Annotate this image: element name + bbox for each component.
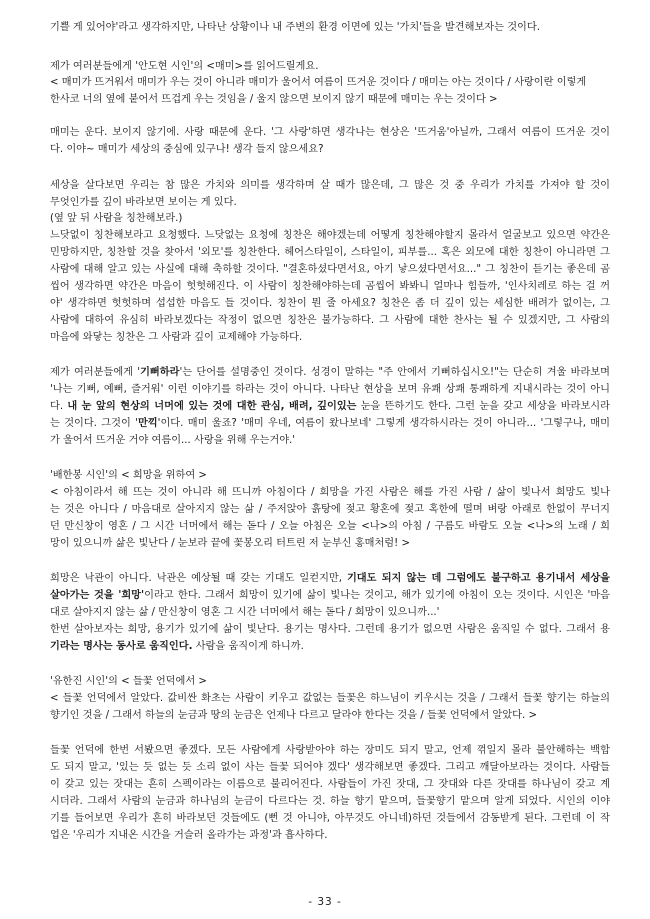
- text-line: (옆 앞 뒤 사람을 칭찬해보라.): [50, 213, 183, 224]
- text-line: 제가 여러분들에게 '기뻐하라'는 단어를 설명중인 것이다. 성경이 말하는 "주 안에서 기뻐하십시오!"는 단순히 겨울 바라보며: [50, 367, 610, 378]
- text-line: 씹어 생각하면 약간은 마음이 헛헛해진다. 이 사람이 칭찬해야하는데 곰씹어 봐봐니 얼마나 힘들까, '인사치레로 하는 걸 꺼: [50, 281, 610, 292]
- text-line: 세상을 살다보면 우리는 참 많은 가치와 의미를 생각하며 살 때가 많은데, 그 많은 것 중 우리가 가치를 가져야 할 것이: [50, 180, 610, 191]
- text-line: '배한봉 시인'의 < 희망을 위하여 >: [50, 470, 207, 481]
- text-line: 는 것이다. 그것이 '만끽'이다. 매미 울죠? '매미 우네, 여름이 왔나보네' 그렇게 생각하시라는 것이 아니라... '그렇구나, 매미: [50, 418, 610, 429]
- text-line: 살아가는 것을 '희망'이라고 한다. 그래서 희망이 있기에 삶이 빛나는 것이고, 해가 있기에 아침이 오는 것이다. 시인은 '마음: [50, 590, 610, 601]
- text-line: < 들꽃 언덕에서 알았다. 값비싼 화초는 사람이 키우고 값없는 들꽃은 하느님이 키우시는 것을 / 그래서 들꽃 향기는 하늘의: [50, 693, 610, 704]
- text-line: < 매미가 뜨거워서 매미가 우는 것이 아니라 매미가 울어서 여름이 뜨거운 것이다 / 매미는 아는 것이다 / 사랑이란 이렇게: [50, 77, 587, 88]
- text-line: '나는 기뻐, 예뻐, 즐거워' 이런 이야기를 하라는 것이 아니다. 나타난 현상을 보며 유쾌 상쾌 통쾌하게 지내시라는 것이 아니: [50, 384, 610, 395]
- text-line: 한사코 너의 옆에 붙어서 뜨겁게 우는 것임을 / 울지 않으면 보이지 않기 때문에 매미는 우는 것이다 >: [50, 94, 498, 105]
- text-line: 다. 이야~ 매미가 세상의 중심에 있구나! 생각 들지 않으세요?: [50, 144, 324, 155]
- text-line: 기쁠 게 있어야'라고 생각하지만, 나타난 상황이나 내 주변의 환경 이면에 있는 '가치'들을 발견해보자는 것이다.: [50, 22, 540, 33]
- text-line: 던 만신창이 영혼 / 그 시간 너머에서 해는 돋다 / 오늘 아침은 오늘 <나>의 아침 / 구름도 바람도 오늘 <나>의 노래 / 희: [50, 521, 610, 532]
- text-line: 다. 내 눈 앞의 현상의 너머에 있는 것에 대한 관심, 배려, 깊이있는 눈을 뜬하기도 한다. 그런 눈을 갖고 세상을 바라보시라: [50, 401, 610, 412]
- text-line: 한번 살아보자는 희망, 용기가 있기에 삶이 빛난다. 용기는 명사다. 그런데 용기가 없으면 사람은 움직일 수 없다. 그래서 용: [50, 624, 610, 635]
- text-line: 사람에 대하여 유심히 바라보겠다는 작정이 없으면 칭찬은 불가능하다. 그 사람에 대한 찬사는 될 수 있겠지만, 그 사람의: [50, 315, 610, 326]
- text-line: 가 울어서 뜨거운 거야 여름이... 사랑을 위해 우는거야.': [50, 435, 296, 446]
- text-line: 기를 들어보면 우리가 흔히 바라보던 것들에도 (뻔 것 아니야, 아무것도 아니네)하던 것들에서 감동받게 된다. 그런데 이 작: [50, 813, 610, 824]
- text-line: 이 갖고 있는 잣대는 흔히 스펙이라는 이름으로 불리어진다. 사람들이 가진 잣대, 그 잣대와 다른 잣대를 하나님이 갖고 계: [50, 779, 610, 790]
- text-line: 제가 여러분들에게 '안도현 시인'의 <매미>를 읽어드릴게요.: [50, 61, 319, 72]
- text-line: 들꽃 언덕에 한번 서봤으면 좋겠다. 모든 사람에게 사랑받아야 하는 장미도 되지 말고, 언제 꺾일지 몰라 불안해하는 백합: [50, 745, 610, 756]
- text-line: '유한진 시인'의 < 들꽃 언덕에서 >: [50, 676, 207, 687]
- text-line: 대로 살아지지 않는 삶 / 만신창이 영혼 그 시간 너머에서 해는 돋다 / 희망이 있으니까...': [50, 607, 440, 618]
- text-line: 느닷없이 칭찬해보라고 요청했다. 느닷없는 요청에 칭찬은 해야겠는데 어떻게 칭찬해야할지 몰라서 얼굴보고 있으면 약간은: [50, 230, 610, 241]
- text-line: 망이 있으니까 삶은 빛난다 / 눈보라 끝에 꽃봉오리 터트린 저 눈부신 홍매처럼! >: [50, 538, 410, 549]
- text-line: 야' 생각하면 헛헛하며 섭섭한 마음도 들 것이다. 칭찬이 뭔 줄 아세요? 칭찬은 좀 더 깊이 있는 세심한 배려가 없이는, 그: [50, 298, 610, 309]
- text-line: 민망하지만, 칭찬할 것을 찾아서 '외모'를 칭찬한다. 헤어스타일이, 스타일이, 피부를... 혹은 외모에 대한 칭찬이 아니라면 그: [50, 247, 610, 258]
- text-line: 도 되지 말고, '있는 듯 없는 듯 소리 없이 사는 들꽃 되어야 겠다' 생각해보면 좋겠다. 그리고 깨달아보라는 것이다. 사람들: [50, 762, 610, 773]
- text-line: 희망은 낙관이 아니다. 낙관은 예상될 때 갖는 기대도 일컫지만, 기대도 되지 않는 데 그럼에도 불구하고 용기내서 세상을: [50, 573, 610, 584]
- text-line: 마음에 와닿는 칭찬은 그 사람과 깊이 교제해야 가능하다.: [50, 332, 303, 343]
- text-line: < 아침이라서 해 뜨는 것이 아니라 해 뜨니까 아침이다 / 희망을 가진 사람은 해를 가진 사람 / 삶이 빛나서 희망도 빛나: [50, 487, 610, 498]
- text-line: 사람에 대해 알고 있는 사실에 대해 축하할 것이다. "결혼하셨다면서요, 아기 낳으셨다면서요..." 그 칭찬이 듣기는 좋은데 곰: [50, 264, 610, 275]
- text-line: 기라는 명사는 동사로 움직인다. 사람을 움직이게 하니까.: [50, 641, 304, 652]
- text-line: 무엇인가를 깊이 바라보면 보이는 게 있다.: [50, 197, 237, 208]
- page-number: - 33 -: [308, 896, 342, 908]
- text-line: 는 것은 아니다 / 마음대로 살아지지 않는 삶 / 주저앉아 흙탕에 젖고 황혼에 젖고 혹한에 떨며 벼랑 아래로 한없이 무너지: [50, 504, 610, 515]
- text-line: 향기인 것을 / 그래서 하늘의 눈금과 땅의 눈금은 언제나 다르고 달라야 한다는 것을 / 들꽃 언덕에서 알았다. >: [50, 710, 538, 721]
- text-line: 업은 '우리가 지내온 시간을 거슬러 올라가는 과정'과 흡사하다.: [50, 830, 328, 841]
- text-line: 매미는 운다. 보이지 않기에. 사랑 때문에 운다. '그 사랑'하면 생각나는 현상은 '뜨거움'아닐까, 그래서 여름이 뜨거운 것이: [50, 127, 610, 138]
- text-line: 시더라. 그래서 사람의 눈금과 하나님의 눈금이 다르다는 것. 하늘 향기 맡으며, 들꽃향기 맡으며 알게 되었다. 시인의 이야: [50, 796, 610, 807]
